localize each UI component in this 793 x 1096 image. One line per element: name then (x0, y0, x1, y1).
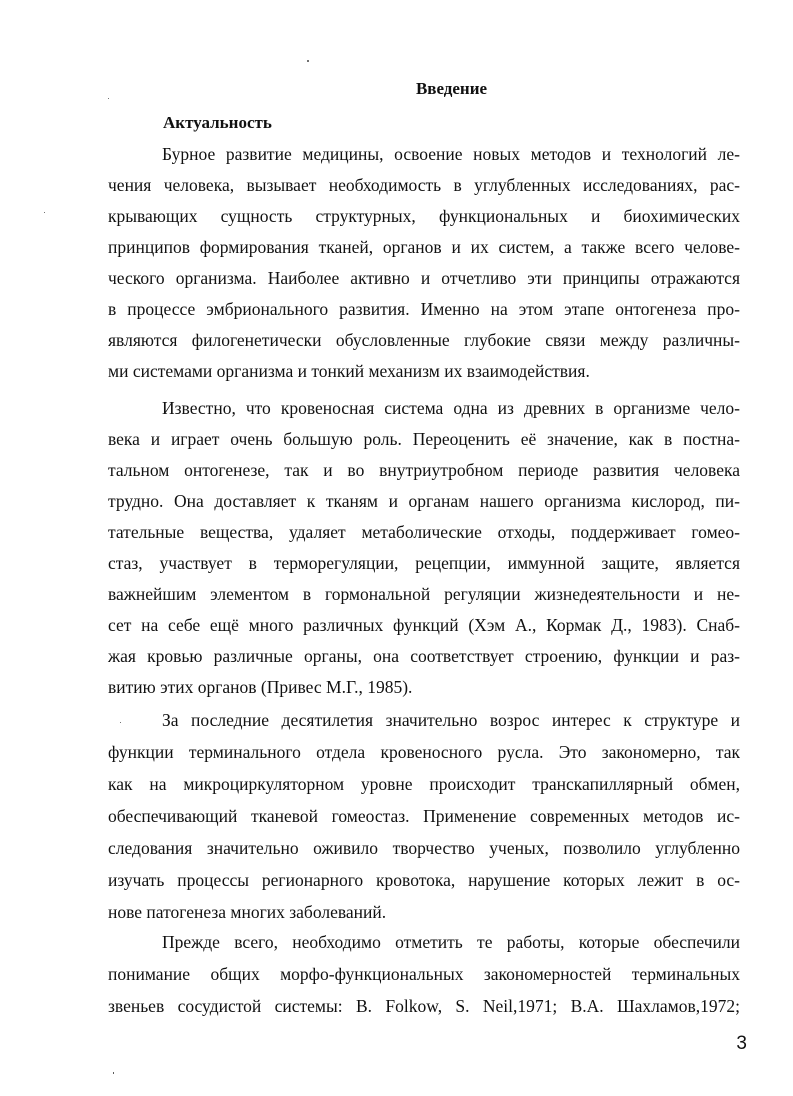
text-line: чения человека, вызывает необходимость в углубленных исследованиях, рас- (108, 175, 740, 195)
text-line: стаз, участвует в терморегуляции, рецепции, иммунной защите, является (108, 553, 740, 573)
section-subheading: Актуальность (163, 113, 272, 132)
text-line: витию этих органов (Привес М.Г., 1985). (108, 677, 413, 697)
text-line: ческого организма. Наиболее активно и отчетливо эти принципы отражаются (108, 268, 740, 288)
text-line: века и играет очень большую роль. Переоценить её значение, как в постна- (108, 429, 740, 449)
section-heading: Введение (415, 79, 488, 98)
scan-speck (120, 722, 121, 723)
text-line: функции терминального отдела кровеносного русла. Это закономерно, так (108, 742, 740, 762)
text-line: являются филогенетически обусловленные глубокие связи между различны- (108, 330, 740, 350)
text-line: принципов формирования тканей, органов и их систем, а также всего челове- (108, 237, 740, 257)
text-line: звеньев сосудистой системы: B. Folkow, S. Neil,1971; В.А. Шахламов,1972; (108, 996, 740, 1016)
text-line: обеспечивающий тканевой гомеостаз. Применение современных методов ис- (108, 806, 740, 826)
text-line: как на микроциркуляторном уровне происходит транскапиллярный обмен, (108, 774, 740, 794)
text-line: следования значительно оживило творчество ученых, позволило углубленно (108, 838, 740, 858)
text-line: в процессе эмбрионального развития. Именно на этом этапе онтогенеза про- (108, 299, 740, 319)
scan-speck (113, 1072, 114, 1074)
text-line: тальном онтогенезе, так и во внутриутробном периоде развития человека (108, 460, 740, 480)
text-line: важнейшим элементом в гормональной регуляции жизнедеятельности и не- (108, 584, 740, 604)
text-line: крывающих сущность структурных, функциональных и биохимических (108, 206, 740, 226)
text-line: Бурное развитие медицины, освоение новых методов и технологий ле- (162, 144, 740, 164)
text-line: ми системами организма и тонкий механизм их взаимодействия. (108, 361, 590, 381)
text-line: жая кровью различные органы, она соответствует строению, функции и раз- (108, 646, 740, 666)
text-line: сет на себе ещё много различных функций (Хэм А., Кормак Д., 1983). Снаб- (108, 615, 740, 635)
scan-speck (307, 60, 309, 62)
text-line: тательные вещества, удаляет метаболические отходы, поддерживает гомео- (108, 522, 740, 542)
text-line: Прежде всего, необходимо отметить те работы, которые обеспечили (162, 932, 740, 952)
text-line: нове патогенеза многих заболеваний. (108, 902, 387, 922)
text-line: Известно, что кровеносная система одна из древних в организме чело- (162, 398, 740, 418)
text-line: понимание общих морфо-функциональных закономерностей терминальных (108, 964, 740, 984)
page-number: 3 (736, 1033, 747, 1054)
text-line: трудно. Она доставляет к тканям и органам нашего организма кислород, пи- (108, 491, 740, 511)
scan-speck (44, 212, 45, 213)
text-line: изучать процессы регионарного кровотока, нарушение которых лежит в ос- (108, 870, 740, 890)
text-line: За последние десятилетия значительно возрос интерес к структуре и (162, 710, 740, 730)
